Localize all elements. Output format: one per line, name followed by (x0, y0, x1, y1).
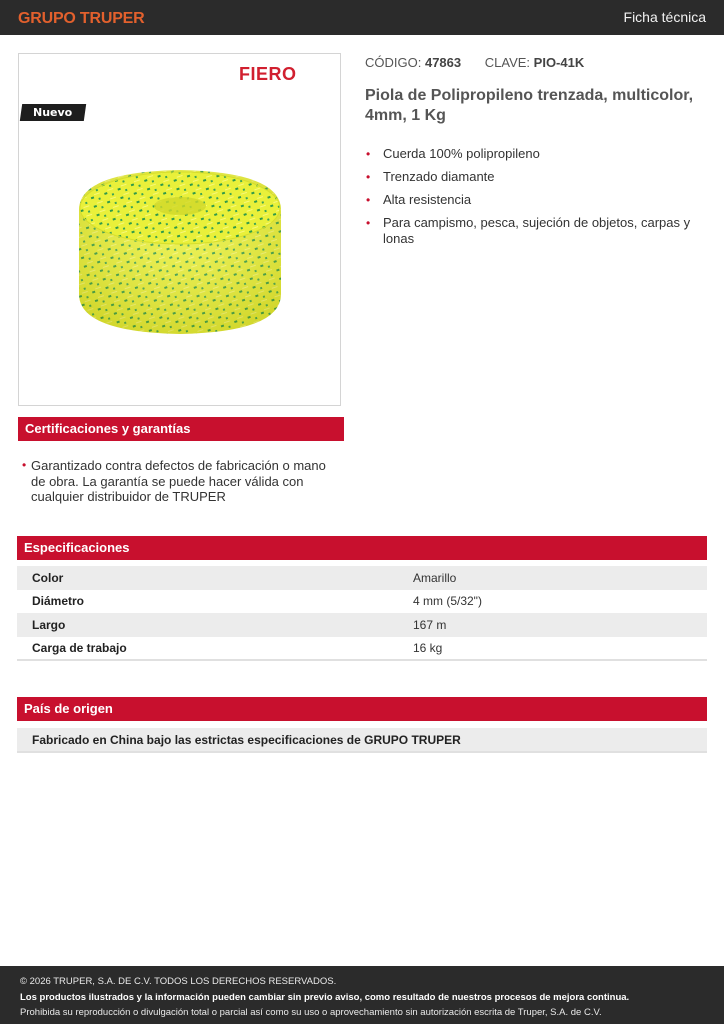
certifications-header: Certificaciones y garantías (18, 417, 344, 441)
spec-row (17, 566, 707, 590)
warranty-text: • Garantizado contra defectos de fabricación o mano de obra. La garantía se puede hacer válida con cualquier distribuidor de TRUPER (22, 458, 338, 505)
spec-key: Carga de trabajo (17, 637, 398, 661)
footer-copyright: © 2026 TRUPER, S.A. DE C.V. TODOS LOS DERECHOS RESERVADOS. (20, 976, 337, 987)
footer (0, 966, 724, 1024)
feature-item: • Trenzado diamante (366, 169, 696, 185)
spec-value: 16 kg (398, 637, 707, 661)
spec-value: 4 mm (5/32") (398, 590, 707, 614)
spec-value: Amarillo (398, 566, 707, 590)
specifications-header: Especificaciones (17, 536, 707, 560)
spec-key: Largo (17, 613, 398, 637)
new-badge-label: Nuevo (33, 106, 73, 119)
feature-list (366, 146, 696, 254)
origin-text: Fabricado en China bajo las estrictas especificaciones de GRUPO TRUPER (17, 728, 707, 753)
product-title: Piola de Polipropileno trenzada, multicolor, 4mm, 1 Kg (365, 87, 694, 124)
rope-spool-image (75, 152, 285, 342)
spec-value: 167 m (398, 613, 707, 637)
new-badge (20, 104, 86, 121)
feature-item: • Para campismo, pesca, sujeción de objetos, carpas y lonas (366, 215, 696, 247)
code-label: CÓDIGO: (365, 55, 422, 70)
brand-logo: GRUPO TRUPER (18, 10, 145, 27)
product-code-line (365, 55, 604, 70)
key-value: PIO-41K (533, 55, 585, 70)
sheet-label: Ficha técnica (623, 9, 706, 25)
feature-item: • Alta resistencia (366, 192, 696, 208)
spec-key: Color (17, 566, 398, 590)
fiero-logo: FIERO (239, 64, 297, 84)
top-bar (0, 0, 724, 35)
specifications-table (17, 566, 707, 661)
code-value: 47863 (424, 55, 462, 70)
key-label: CLAVE: (484, 55, 531, 70)
product-image-box (18, 53, 341, 406)
footer-notice: Los productos ilustrados y la información pueden cambiar sin previo aviso, como resultado de nuestros procesos de mejora continua. (20, 991, 630, 1003)
spec-key: Diámetro (17, 590, 398, 614)
spec-row (17, 590, 707, 614)
spec-row (17, 613, 707, 637)
footer-legal: Prohibida su reproducción o divulgación total o parcial así como su uso o aprovechamiento sin autorización escrita de Truper, S.A. de C.V. (20, 1007, 602, 1018)
feature-item: • Cuerda 100% polipropileno (366, 146, 696, 162)
spec-row (17, 637, 707, 661)
origin-header: País de origen (17, 697, 707, 721)
